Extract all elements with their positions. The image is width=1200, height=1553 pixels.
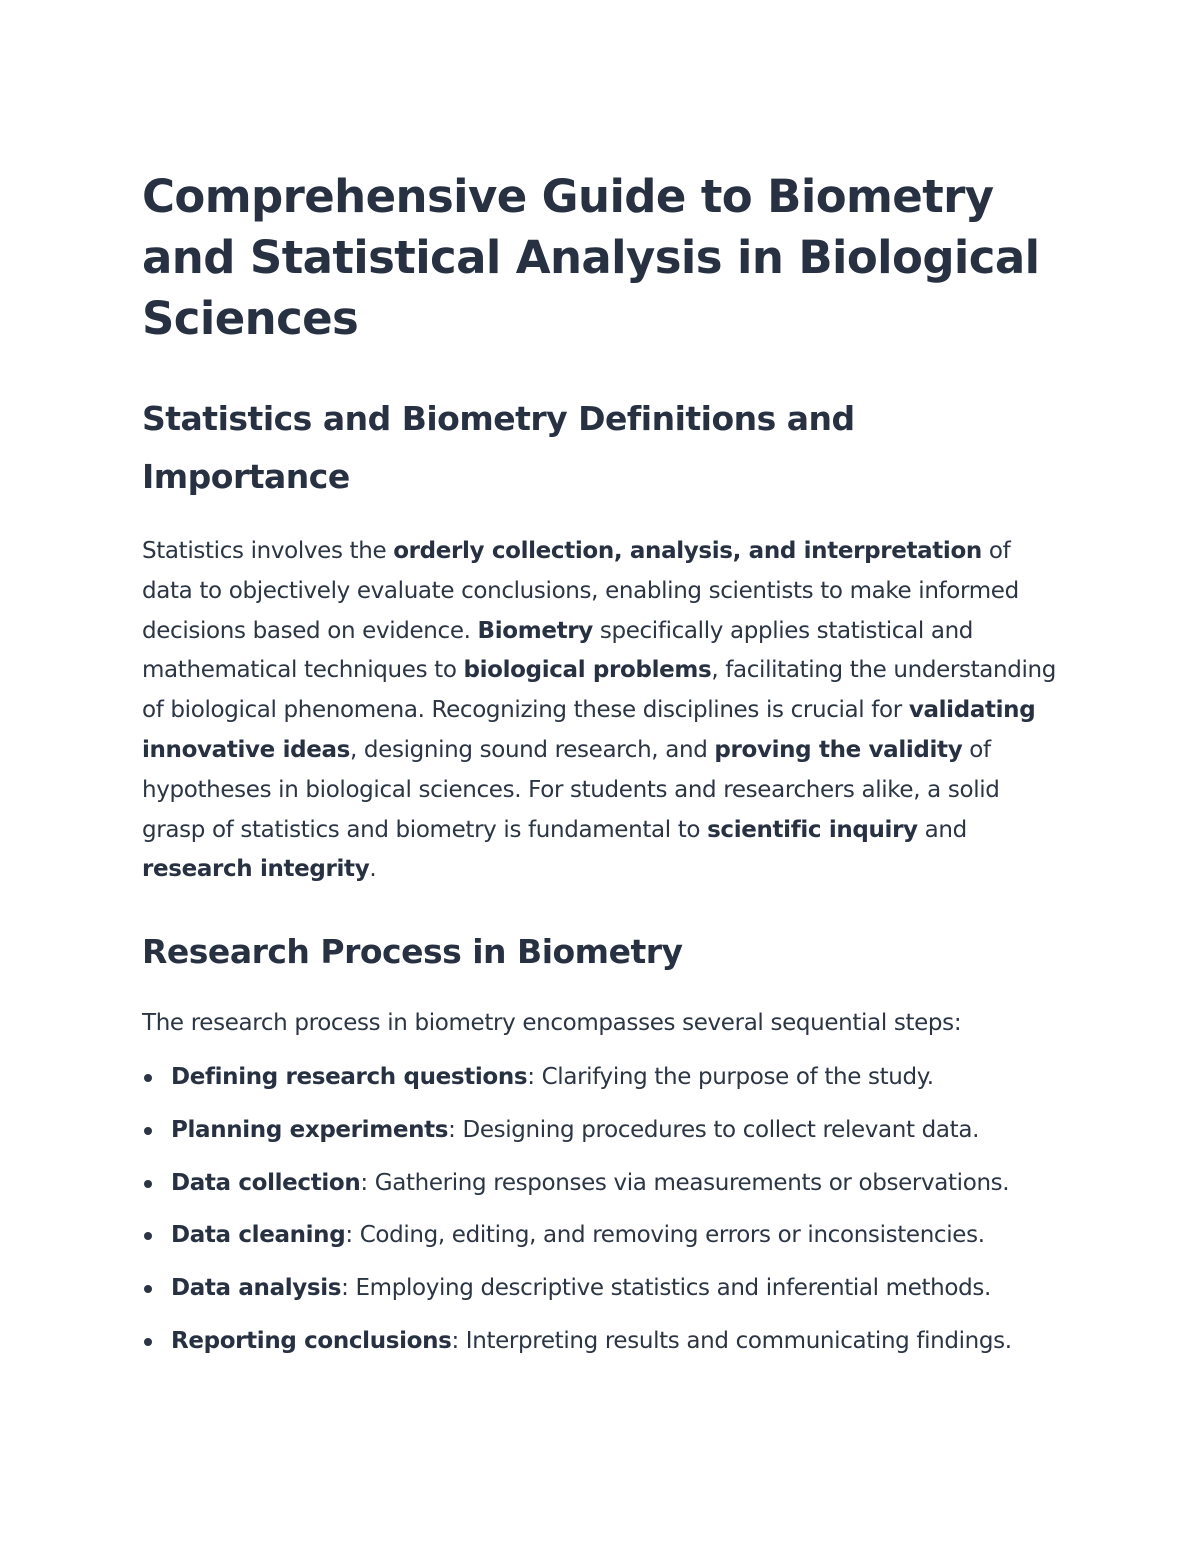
list-item-term: Reporting conclusions xyxy=(171,1327,452,1354)
list-item xyxy=(142,1111,1062,1151)
paragraph-run: , facilitating the understanding of biological phenomena. Recognizing these disciplines is crucial for xyxy=(142,657,1057,724)
list-item-term: Planning experiments xyxy=(171,1116,449,1143)
paragraph-run: Statistics involves the xyxy=(142,538,394,564)
list-item-term: Defining research questions xyxy=(171,1063,528,1090)
paragraph-run: specifically applies statistical and mathematical techniques to xyxy=(142,617,974,684)
document-title: Comprehensive Guide to Biometry and Statistical Analysis in Biological Sciences xyxy=(142,170,1040,345)
list-item xyxy=(142,1322,1062,1362)
bullet-icon xyxy=(144,1338,152,1346)
bullet-icon xyxy=(144,1285,152,1293)
list-item xyxy=(142,1058,1062,1098)
list-item-description: : Designing procedures to collect relevant data. xyxy=(448,1116,980,1143)
paragraph-run-bold: Biometry xyxy=(477,617,593,644)
list-item-term: Data collection xyxy=(171,1169,361,1196)
bullet-icon xyxy=(144,1074,152,1082)
bullet-icon xyxy=(144,1127,152,1135)
definitions-paragraph xyxy=(142,532,1062,890)
research-steps-list xyxy=(142,1058,1062,1362)
paragraph-run: of data to objectively evaluate conclusions, enabling scientists to make informed decisions based on evidence. xyxy=(142,538,1019,644)
list-item xyxy=(142,1164,1062,1204)
list-item-term: Data analysis xyxy=(171,1275,342,1302)
paragraph-run-bold: orderly collection, analysis, and interpretation xyxy=(393,538,982,564)
list-item-term: Data cleaning xyxy=(171,1222,346,1249)
list-item xyxy=(142,1216,1062,1256)
list-item-description: : Gathering responses via measurements or observations. xyxy=(360,1169,1010,1196)
section-heading-definitions: Statistics and Biometry Definitions and Importance xyxy=(142,399,855,496)
paragraph-run: , designing sound research, and xyxy=(349,736,715,763)
research-process-intro: The research process in biometry encompasses several sequential steps: xyxy=(142,1010,962,1037)
paragraph-run-bold: scientific inquiry xyxy=(707,816,918,843)
paragraph-run-bold: validating innovative ideas xyxy=(142,697,1036,763)
paragraph-run: of hypotheses in biological sciences. For students and researchers alike, a solid grasp of statistics and biometry is fundamental to xyxy=(142,736,1000,843)
paragraph-run-bold: biological problems xyxy=(463,657,712,684)
bullet-icon xyxy=(144,1180,152,1188)
list-item-description: : Interpreting results and communicating findings. xyxy=(451,1327,1012,1354)
list-item-description: : Clarifying the purpose of the study. xyxy=(527,1063,934,1090)
bullet-icon xyxy=(144,1232,152,1240)
list-item-description: : Employing descriptive statistics and inferential methods. xyxy=(341,1275,991,1302)
list-item-description: : Coding, editing, and removing errors or inconsistencies. xyxy=(345,1222,985,1249)
paragraph-run: . xyxy=(369,856,377,883)
list-item xyxy=(142,1269,1062,1309)
section-heading-research-process: Research Process in Biometry xyxy=(142,932,683,972)
paragraph-run-bold: research integrity xyxy=(142,856,370,883)
document-page xyxy=(142,166,1062,1375)
paragraph-run-bold: proving the validity xyxy=(714,736,963,763)
paragraph-run: and xyxy=(917,816,967,843)
